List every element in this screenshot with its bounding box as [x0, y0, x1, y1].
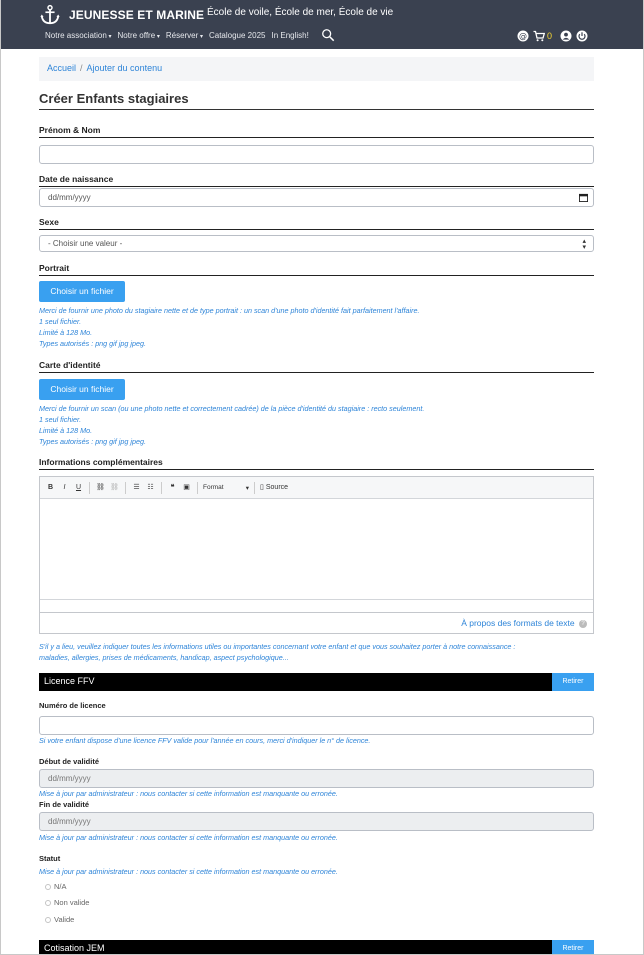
rich-text-editor — [39, 476, 594, 613]
help-question-icon: ? — [579, 620, 587, 628]
portrait-label: Portrait — [39, 263, 594, 276]
validity-start-label: Début de validité — [39, 757, 100, 766]
birthdate-label: Date de naissance — [39, 174, 594, 187]
info-help — [39, 641, 599, 663]
portrait-help-line: Merci de fournir une photo du stagiaire nette et de type portrait : un scan d'une photo d'identité fait parfaitement l'affaire. — [39, 306, 420, 315]
cart-icon[interactable] — [533, 30, 545, 42]
info-help-line: S'il y a lieu, veuillez indiquer toutes les informations utiles ou importantes concernant votre enfant et que vous souhaitez porter à notre connaissance : — [39, 642, 516, 651]
info-label: Informations complémentaires — [39, 457, 594, 470]
blockquote-icon[interactable]: ❝ — [170, 484, 175, 491]
status-help: Mise à jour par administrateur : nous contacter si cette information est manquante ou erronée. — [39, 867, 338, 876]
portrait-help — [39, 305, 599, 349]
radio-button[interactable] — [45, 884, 51, 890]
portrait-help-line: Types autorisés : png gif jpg jpeg. — [39, 339, 146, 348]
name-label: Prénom & Nom — [39, 125, 594, 138]
link-icon[interactable]: ⛓ — [96, 484, 105, 491]
sex-select[interactable] — [39, 235, 594, 252]
licence-section-title: Licence FFV — [44, 676, 95, 686]
nav-item-reserver[interactable]: Réserver ▾ — [166, 31, 203, 40]
logout-power-icon[interactable] — [576, 30, 588, 42]
nav-item-offre[interactable]: Notre offre ▾ — [118, 31, 160, 40]
breadcrumb-separator: / — [80, 63, 83, 73]
toolbar-separator — [89, 482, 90, 494]
search-icon[interactable] — [321, 28, 335, 42]
calendar-icon[interactable] — [579, 193, 588, 202]
idcard-help-line: 1 seul fichier. — [39, 415, 82, 424]
anchor-logo-icon[interactable] — [39, 4, 61, 26]
main-nav — [45, 31, 309, 40]
breadcrumb — [39, 57, 594, 81]
status-option-valid[interactable] — [45, 915, 74, 924]
validity-start-placeholder: dd/mm/yyyy — [48, 774, 91, 783]
validity-end-label: Fin de validité — [39, 800, 90, 809]
name-input[interactable] — [39, 145, 594, 164]
sex-label: Sexe — [39, 217, 594, 230]
text-formats-link[interactable]: À propos des formats de texte — [461, 618, 575, 628]
site-header — [1, 0, 644, 49]
validity-start-help: Mise à jour par administrateur : nous contacter si cette information est manquante ou erronée. — [39, 789, 338, 798]
breadcrumb-current[interactable]: Ajouter du contenu — [86, 63, 163, 73]
cart-count: 0 — [547, 31, 553, 41]
chevron-down-icon: ▾ — [245, 484, 249, 492]
format-dropdown-label: Format — [203, 483, 224, 491]
validity-end-placeholder: dd/mm/yyyy — [48, 817, 91, 826]
validity-end-help: Mise à jour par administrateur : nous contacter si cette information est manquante ou erronée. — [39, 833, 338, 842]
status-option-label: N/A — [54, 882, 67, 891]
cotisation-remove-button[interactable]: Retirer — [552, 940, 594, 955]
email-icon[interactable] — [517, 30, 529, 42]
licence-remove-button[interactable]: Retirer — [552, 673, 594, 691]
bold-button[interactable]: B — [47, 484, 54, 491]
source-button[interactable] — [260, 482, 288, 493]
select-arrows-icon: ▴ ▾ — [582, 238, 586, 251]
licence-number-input[interactable] — [39, 716, 594, 735]
status-option-label: Valide — [54, 915, 75, 924]
text-formats-footer — [39, 613, 594, 634]
toolbar-separator — [161, 482, 162, 494]
bulleted-list-icon[interactable]: ☰ — [133, 484, 140, 491]
source-icon: ▯ — [260, 484, 264, 491]
birthdate-placeholder: dd/mm/yyyy — [48, 193, 91, 202]
numbered-list-icon[interactable]: ☷ — [147, 484, 154, 491]
status-label: Statut — [39, 854, 61, 863]
licence-number-label: Numéro de licence — [39, 701, 106, 710]
status-option-invalid[interactable] — [45, 898, 89, 907]
cotisation-section-title: Cotisation JEM — [44, 943, 105, 953]
idcard-file-button[interactable]: Choisir un fichier — [39, 379, 125, 400]
nav-item-english[interactable]: In English! — [271, 31, 309, 40]
idcard-label: Carte d'identité — [39, 360, 594, 373]
page-title: Créer Enfants stagiaires — [39, 91, 594, 110]
radio-button[interactable] — [45, 900, 51, 906]
sex-select-value: - Choisir une valeur - — [48, 239, 123, 248]
portrait-help-line: Limité à 128 Mo. — [39, 328, 93, 337]
validity-end-input — [39, 812, 594, 831]
cotisation-section-header — [39, 940, 594, 955]
idcard-help-line: Types autorisés : png gif jpg jpeg. — [39, 437, 146, 446]
toolbar-separator — [254, 482, 255, 494]
validity-start-input — [39, 769, 594, 788]
brand-name[interactable]: JEUNESSE ET MARINE — [69, 8, 205, 22]
licence-number-help: Si votre enfant dispose d'une licence FFV valide pour l'année en cours, merci d'indiquer le n° de licence. — [39, 736, 371, 745]
source-label: Source — [265, 484, 289, 491]
nav-item-association[interactable]: Notre association ▾ — [45, 31, 112, 40]
image-icon[interactable]: ▣ — [183, 484, 190, 491]
idcard-help — [39, 403, 599, 447]
portrait-help-line: 1 seul fichier. — [39, 317, 82, 326]
licence-section-header — [39, 673, 594, 691]
svg-text:@: @ — [519, 31, 527, 41]
format-dropdown[interactable] — [203, 484, 249, 492]
toolbar-separator — [125, 482, 126, 494]
editor-toolbar — [40, 477, 593, 499]
breadcrumb-home-link[interactable]: Accueil — [47, 63, 77, 73]
idcard-help-line: Merci de fournir un scan (ou une photo nette et correctement cadrée) de la pièce d'identité du stagiaire : recto seulement. — [39, 404, 425, 413]
idcard-help-line: Limité à 128 Mo. — [39, 426, 93, 435]
status-option-label: Non valide — [54, 898, 90, 907]
radio-button[interactable] — [45, 917, 51, 923]
italic-button[interactable]: I — [63, 484, 66, 491]
unlink-icon[interactable]: ⛓ — [110, 484, 119, 491]
toolbar-separator — [197, 482, 198, 494]
birthdate-input[interactable] — [39, 188, 594, 207]
underline-button[interactable]: U — [75, 484, 82, 491]
portrait-file-button[interactable]: Choisir un fichier — [39, 281, 125, 302]
tagline: École de voile, École de mer, École de vie — [207, 7, 394, 18]
info-help-line: maladies, allergies, prises de médicaments, handicap, aspect psychologique... — [39, 653, 289, 662]
user-account-icon[interactable] — [560, 30, 572, 42]
nav-item-catalogue[interactable]: Catalogue 2025 — [208, 31, 266, 40]
editor-text-area[interactable] — [40, 499, 593, 600]
user-tools — [517, 30, 588, 42]
status-option-na[interactable] — [45, 882, 67, 891]
